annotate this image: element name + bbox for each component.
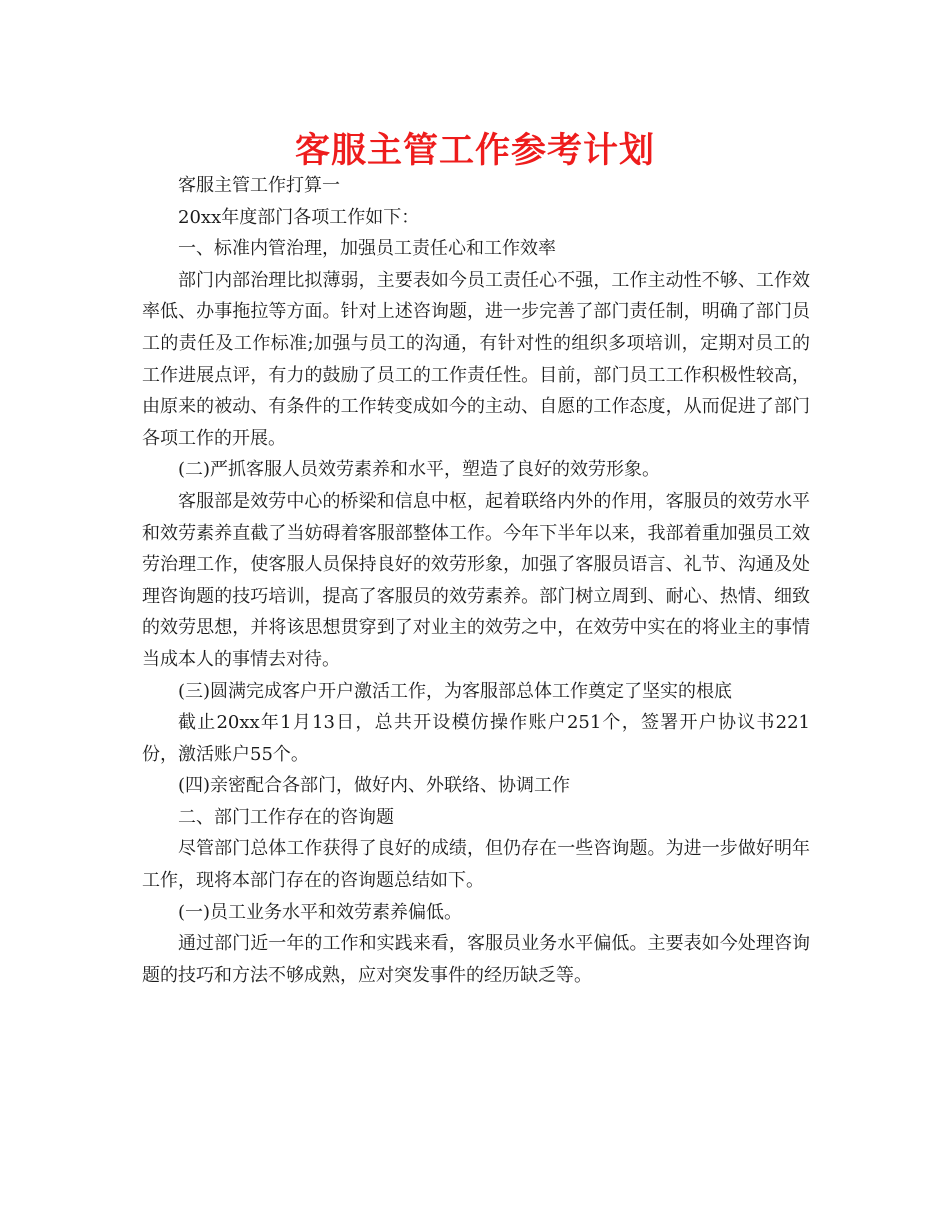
- paragraph-service-quality: 客服部是效劳中心的桥梁和信息中枢，起着联络内外的作用，客服员的效劳水平和效劳素养直截了当妨碍着客服部整体工作。今年下半年以来，我部着重加强员工效劳治理工作，使客服人员保持良好的效劳形象，加强了客服员语言、礼节、沟通及处理咨询题的技巧培训，提高了客服员的效劳素养。部门树立周到、耐心、热情、细致的效劳思想，并将该思想贯穿到了对业主的效劳之中，在效劳中实在的将业主的事情当成本人的事情去对待。: [142, 490, 810, 670]
- paragraph-annual-intro: 20xx年度部门各项工作如下：: [178, 206, 420, 228]
- subsection-heading-4: (四)亲密配合各部门，做好内、外联络、协调工作: [178, 775, 571, 797]
- document-title: 客服主管工作参考计划: [294, 131, 655, 171]
- paragraph-management: 部门内部治理比拟薄弱，主要表如今员工责任心不强，工作主动性不够、工作效率低、办事拖拉等方面。针对上述咨询题，进一步完善了部门责任制，明确了部门员工的责任及工作标准;加强与员工的沟通，有针对性的组织多项培训，定期对员工的工作进展点评，有力的鼓励了员工的工作责任性。目前，部门员工工作积极性较高，由原来的被动、有条件的工作转变成如今的主动、自愿的工作态度，从而促进了部门各项工作的开展。: [142, 269, 810, 449]
- paragraph-account-stats: 截止20xx年1月13日，总共开设模仿操作账户251个，签署开户协议书221份，激活账户55个。: [142, 712, 810, 765]
- subsection-heading-2: (二)严抓客服人员效劳素养和水平，塑造了良好的效劳形象。: [178, 459, 661, 481]
- section-heading-1: 一、标准内管治理，加强员工责任心和工作效率: [178, 238, 556, 260]
- paragraph-skill-level: 通过部门近一年的工作和实践来看，客服员业务水平偏低。主要表如今处理咨询题的技巧和方法不够成熟，应对突发事件的经历缺乏等。: [142, 933, 810, 986]
- subsection-heading-3: (三)圆满完成客户开户激活工作，为客服部总体工作奠定了坚实的根底: [178, 680, 733, 702]
- paragraph-problems-intro: 尽管部门总体工作获得了良好的成绩，但仍存在一些咨询题。为进一步做好明年工作，现将本部门存在的咨询题总结如下。: [142, 838, 810, 892]
- paragraph-plan-heading: 客服主管工作打算一: [178, 175, 340, 196]
- document-body: [142, 170, 810, 991]
- subsection-heading-problem-1: (一)员工业务水平和效劳素养偏低。: [178, 901, 463, 923]
- section-heading-2: 二、部门工作存在的咨询题: [178, 806, 394, 828]
